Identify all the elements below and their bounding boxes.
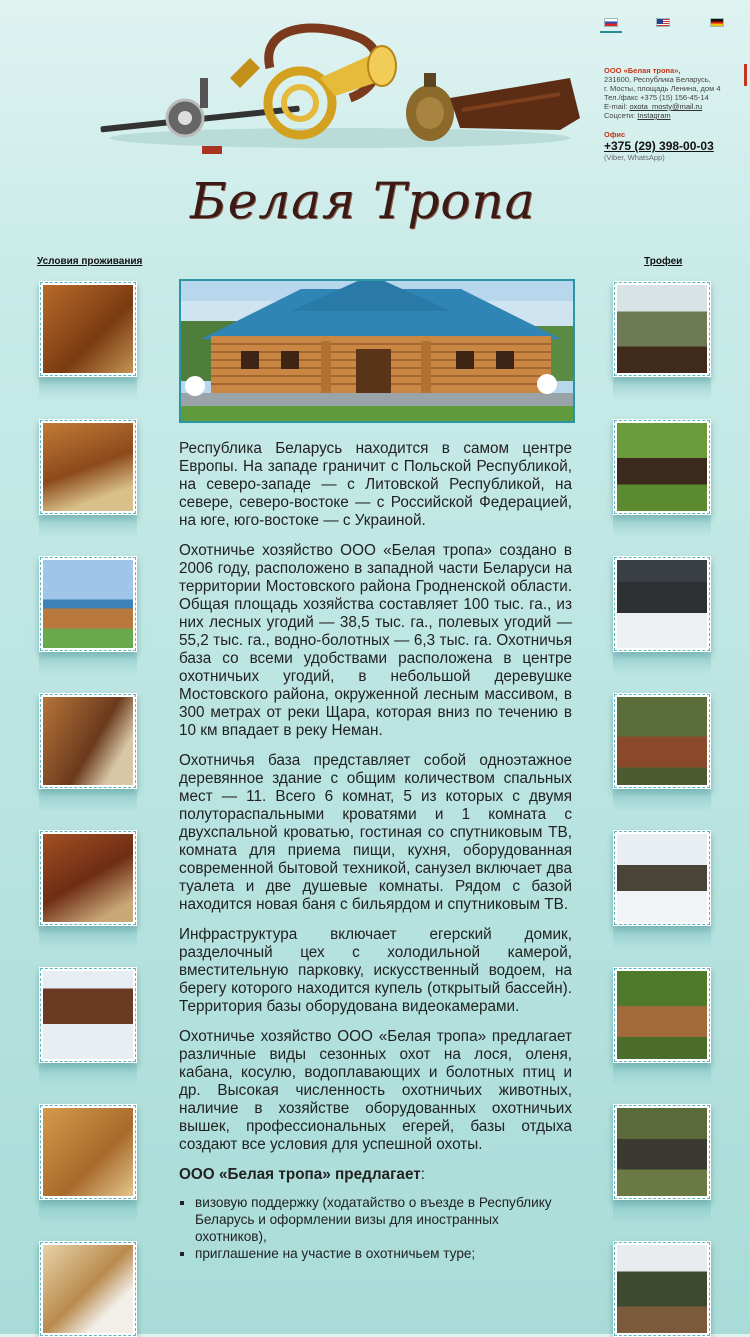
contact-address-line1: 231600, Республика Беларусь, bbox=[604, 75, 711, 84]
main-content bbox=[179, 440, 572, 1262]
accommodation-link[interactable]: Условия проживания bbox=[37, 256, 143, 267]
accommodation-photo[interactable] bbox=[39, 281, 137, 377]
accommodation-photo[interactable] bbox=[39, 419, 137, 515]
english-flag-icon[interactable] bbox=[656, 18, 670, 27]
accommodation-photo[interactable] bbox=[39, 967, 137, 1063]
intro-paragraph: Республика Беларусь находится в самом центре Европы. На западе граничит с Польской Республикой, на северо-западе — с Литовской Республикой, на севере, северо-востоке — с Российской Федерацией, на юге, юго-востоке — с Украиной. bbox=[179, 440, 572, 529]
list-item: ▪ визовую поддержку (ходатайство о въезде в Республику Беларусь и оформлении визы для иностранных охотников), bbox=[195, 1194, 572, 1245]
office-phone-link[interactable]: +375 (29) 398-00-03 bbox=[604, 139, 714, 153]
offer-heading bbox=[179, 1166, 572, 1184]
header-contact bbox=[604, 66, 746, 162]
hunting-paragraph: Охотничье хозяйство ООО «Белая тропа» предлагает различные виды сезонных охот на лося, оленя, кабана, косулю, водоплавающих и болотных птиц и др. Высокая численность охотничьих животных, наличие в хозяйстве оборудованных охотничьих вышек, профессиональных егерей, базы отдыха создают все условия для успешной охоты. bbox=[179, 1028, 572, 1153]
contact-email-link[interactable]: oxota_mosty@mail.ru bbox=[629, 102, 703, 111]
photo-reflection bbox=[613, 653, 711, 675]
photo-reflection bbox=[39, 653, 137, 675]
trophy-photo[interactable] bbox=[613, 967, 711, 1063]
photo-reflection bbox=[613, 1064, 711, 1086]
trophy-photo[interactable] bbox=[613, 556, 711, 652]
base-paragraph: Охотничья база представляет собой одноэтажное деревянное здание с общим количеством спальных мест — 11. Всего 6 комнат, 5 из которых с двумя полутораспальными кроватями и 1 комната с двухспальной кроватью, гостиная со спутниковым ТВ, комната для приема пищи, кухня, оборудованная современной бытовой техникой, санузел включает два туалета и две душевые комнаты. Рядом с базой находится новая баня с бильярдом и спутниковым ТВ. bbox=[179, 752, 572, 913]
trophies-link[interactable]: Трофеи bbox=[644, 256, 683, 267]
offer-list bbox=[179, 1194, 572, 1262]
photo-reflection bbox=[39, 1201, 137, 1223]
photo-reflection bbox=[39, 790, 137, 812]
trophy-photo[interactable] bbox=[613, 1241, 711, 1337]
photo-reflection bbox=[613, 1201, 711, 1223]
contact-social-row bbox=[604, 111, 746, 120]
photo-reflection bbox=[39, 1064, 137, 1086]
contact-company: ООО «Белая тропа», bbox=[604, 66, 681, 75]
offer-heading-text: ООО «Белая тропа» предлагает bbox=[179, 1166, 421, 1183]
photo-reflection bbox=[39, 927, 137, 949]
trophy-photo[interactable] bbox=[613, 419, 711, 515]
instagram-link[interactable]: Instagram bbox=[637, 111, 671, 120]
contact-address-line2: г. Мосты, площадь Ленина, дом 4 bbox=[604, 84, 721, 93]
contact-email-row bbox=[604, 102, 746, 111]
german-flag-icon[interactable] bbox=[710, 18, 724, 27]
infrastructure-paragraph: Инфраструктура включает егерский домик, разделочный цех с холодильной камерой, вместительную парковку, искусственный водоем, на берегу которого находится купель (открытый бассейн). Территория базы оборудована видеокамерами. bbox=[179, 926, 572, 1015]
office-label: Офис bbox=[604, 130, 626, 139]
photo-reflection bbox=[613, 927, 711, 949]
accommodation-photo[interactable] bbox=[39, 1241, 137, 1337]
list-item: ▪ приглашение на участие в охотничьем туре; bbox=[195, 1245, 572, 1262]
site-logo[interactable]: Белая Тропа bbox=[190, 172, 536, 230]
photo-reflection bbox=[613, 790, 711, 812]
offer-heading-colon: : bbox=[420, 1166, 425, 1183]
photo-reflection bbox=[39, 516, 137, 538]
contact-social-label: Соцсети: bbox=[604, 111, 636, 120]
active-language-indicator bbox=[600, 31, 622, 33]
trophy-photo[interactable] bbox=[613, 281, 711, 377]
about-paragraph: Охотничье хозяйство ООО «Белая тропа» создано в 2006 году, расположено в западной части Беларуси на территории Мостовского района Гродненской области. Общая площадь хозяйства составляет 100 тыс. га., из них лесных угодий — 38,5 тыс. га., полевых угодий — 55,2 тыс. га., водно-болотных — 6,3 тыс. га. Охотничья база со всеми удобствами расположена в центре охотничьих угодий, в небольшой деревушке Мостовского района, окруженной лесным массивом, в 300 метрах от реки Щара, которая вниз по течению в 10 км впадает в реку Неман. bbox=[179, 542, 572, 739]
language-switcher bbox=[600, 18, 730, 34]
accommodation-photo[interactable] bbox=[39, 1104, 137, 1200]
contact-phone-fax: Тел./факс +375 (15) 156-45-14 bbox=[604, 93, 709, 102]
accommodation-photo[interactable] bbox=[39, 830, 137, 926]
main-lodge-photo bbox=[179, 279, 575, 423]
photo-reflection bbox=[613, 516, 711, 538]
office-phone-note: (Viber, WhatsApp) bbox=[604, 153, 665, 162]
contact-email-label: E-mail: bbox=[604, 102, 628, 111]
trophy-photo[interactable] bbox=[613, 1104, 711, 1200]
accommodation-photo[interactable] bbox=[39, 556, 137, 652]
photo-reflection bbox=[613, 378, 711, 400]
trophy-photo[interactable] bbox=[613, 693, 711, 789]
photo-reflection bbox=[39, 378, 137, 400]
russian-flag-icon[interactable] bbox=[604, 18, 618, 27]
trophy-photo[interactable] bbox=[613, 830, 711, 926]
accommodation-photo[interactable] bbox=[39, 693, 137, 789]
hunting-gear-illustration bbox=[90, 18, 590, 168]
